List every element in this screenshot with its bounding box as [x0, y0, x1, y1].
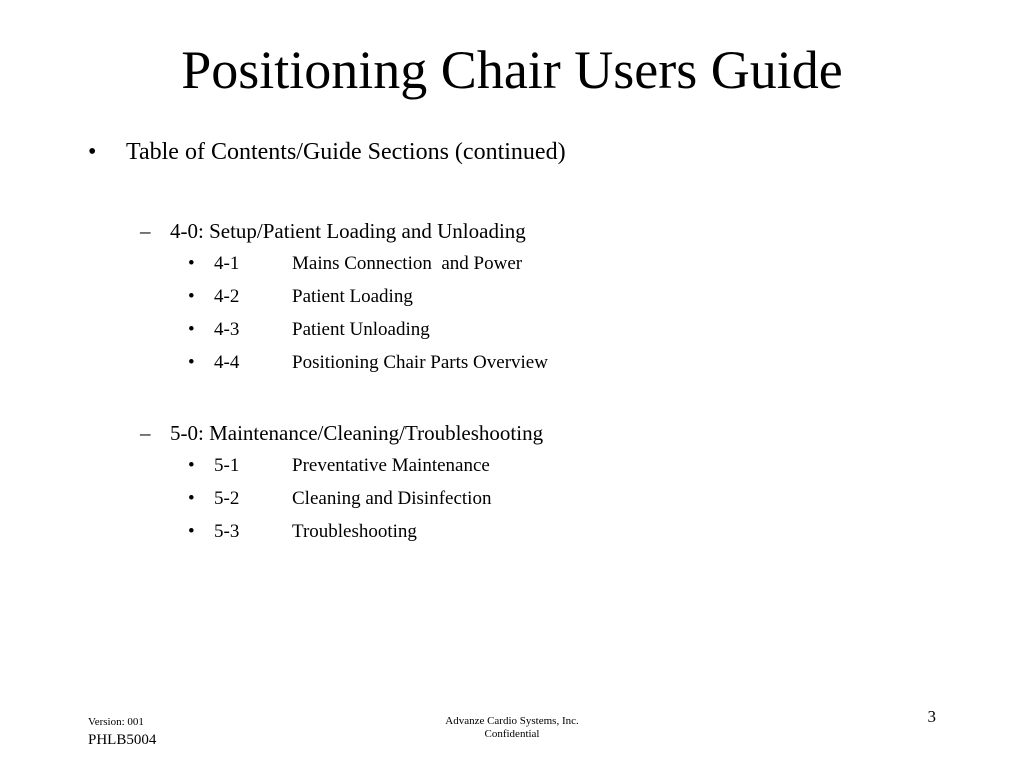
section-heading-text: 5-0: Maintenance/Cleaning/Troubleshooting: [170, 421, 544, 445]
bullet-marker: •: [88, 139, 97, 165]
main-bullet-text: Table of Contents/Guide Sections (continued): [126, 139, 566, 165]
item-title: Cleaning and Disinfection: [292, 488, 492, 509]
bullet-marker: •: [188, 455, 195, 476]
dash-marker: –: [140, 219, 151, 243]
item-title: Positioning Chair Parts Overview: [292, 352, 548, 373]
footer-version-block: [88, 715, 156, 750]
item-number: 4-2: [214, 286, 240, 307]
confidential-label: Confidential: [484, 728, 540, 740]
version-label: Version: 001: [88, 716, 144, 728]
dash-marker: –: [140, 421, 151, 445]
item-title: Troubleshooting: [292, 521, 417, 542]
item-title: Mains Connection and Power: [292, 253, 523, 274]
item-number: 4-3: [214, 319, 240, 340]
item-title: Patient Unloading: [292, 319, 430, 340]
bullet-marker: •: [188, 286, 195, 307]
bullet-marker: •: [188, 319, 195, 340]
bullet-marker: •: [188, 352, 195, 373]
item-number: 4-1: [214, 253, 240, 274]
item-number: 5-3: [214, 521, 240, 542]
company-name: Advanze Cardio Systems, Inc.: [445, 715, 579, 727]
document-id: PHLB5004: [88, 732, 157, 748]
slide-title: Positioning Chair Users Guide: [181, 40, 843, 100]
item-title: Preventative Maintenance: [292, 455, 490, 476]
page-number: 3: [927, 707, 936, 726]
section-heading-text: 4-0: Setup/Patient Loading and Unloading: [170, 219, 526, 243]
bullet-marker: •: [188, 253, 195, 274]
bullet-marker: •: [188, 521, 195, 542]
item-title: Patient Loading: [292, 286, 413, 307]
item-number: 5-2: [214, 488, 240, 509]
bullet-marker: •: [188, 488, 195, 509]
item-number: 4-4: [214, 352, 240, 373]
item-number: 5-1: [214, 455, 240, 476]
footer-company-block: [412, 715, 612, 741]
